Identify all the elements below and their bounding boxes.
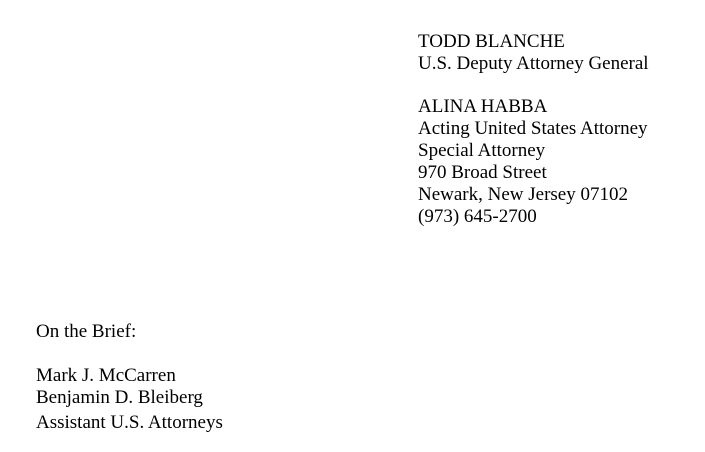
deputy-ag-title: U.S. Deputy Attorney General <box>418 53 649 74</box>
special-attorney-title: Special Attorney <box>418 140 546 161</box>
brief-attorney-name: Benjamin D. Bleiberg <box>36 387 203 408</box>
brief-attorney-role: Assistant U.S. Attorneys <box>36 412 223 433</box>
on-the-brief-heading: On the Brief: <box>36 321 137 342</box>
us-attorney-name: ALINA HABBA <box>418 96 548 117</box>
city-state-zip: Newark, New Jersey 07102 <box>418 184 628 205</box>
brief-attorney-name: Mark J. McCarren <box>36 365 176 386</box>
us-attorney-title: Acting United States Attorney <box>418 118 648 139</box>
phone-number: (973) 645-2700 <box>418 206 537 227</box>
street-address: 970 Broad Street <box>418 162 547 183</box>
on-the-brief-block <box>36 321 223 434</box>
spacer <box>418 75 649 96</box>
deputy-ag-name: TODD BLANCHE <box>418 31 565 52</box>
spacer <box>36 343 223 365</box>
signature-block <box>418 31 649 228</box>
